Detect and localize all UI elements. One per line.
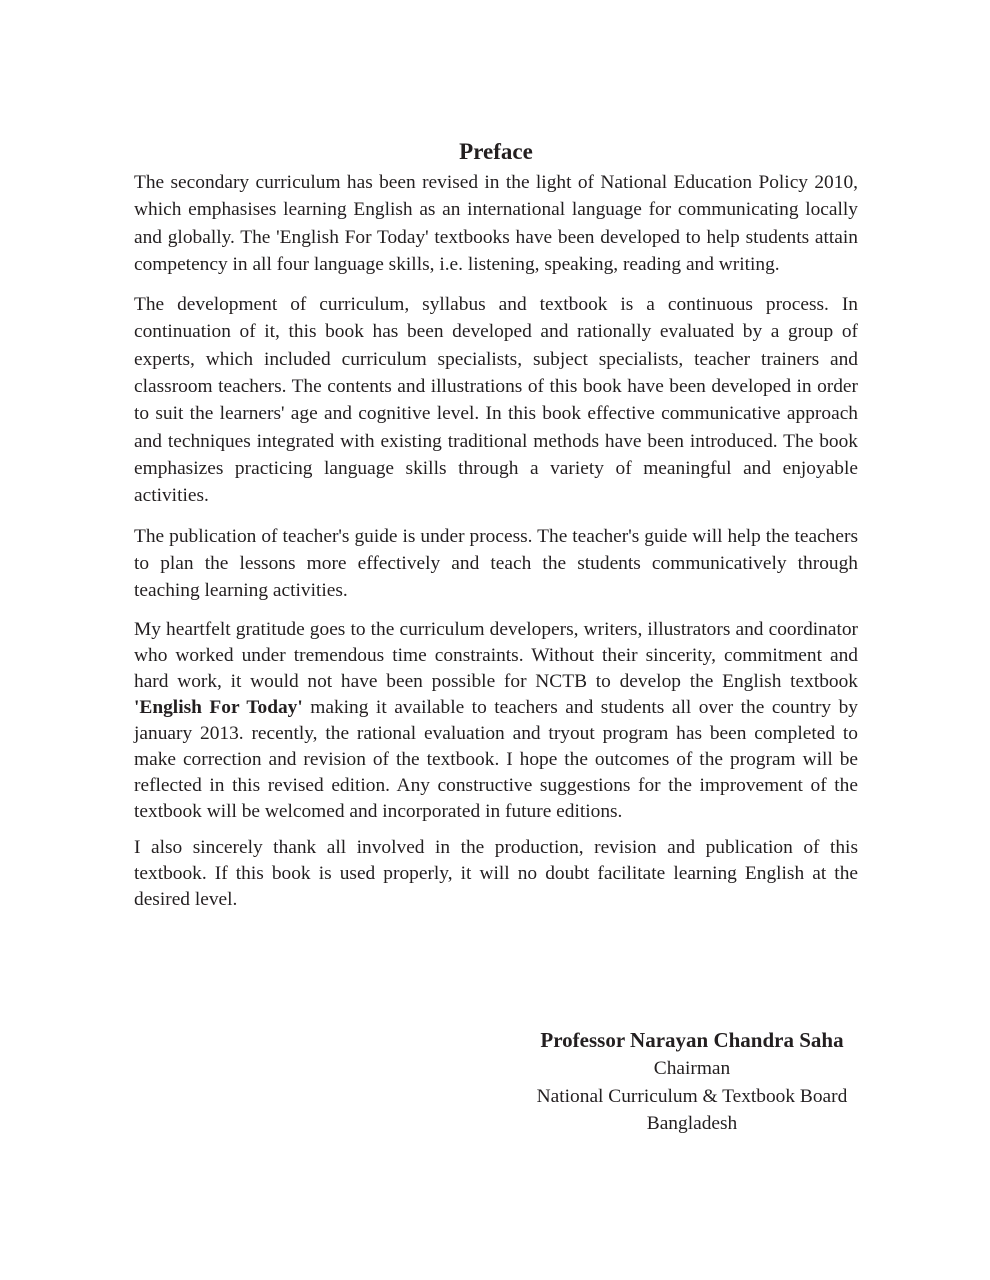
signature-block <box>520 1025 864 1138</box>
paragraph-3: The publication of teacher's guide is under process. The teacher's guide will help the teachers to plan the lessons more effectively and teach the students communicatively through teaching learning activities. <box>134 525 858 602</box>
signatory-role: Chairman <box>653 1058 731 1079</box>
signatory-name: Professor Narayan Chandra Saha <box>540 1028 844 1052</box>
paragraph-1: The secondary curriculum has been revised in the light of National Education Policy 2010, which emphasises learning English as an international language for communicating locally and globally. The 'English For Today' textbooks have been developed to help students attain competency in all four language skills, i.e. listening, speaking, reading and writing. <box>134 172 858 275</box>
preface-page <box>134 135 858 923</box>
signatory-organization: National Curriculum & Textbook Board <box>536 1085 848 1107</box>
paragraph-2: The development of curriculum, syllabus and textbook is a continuous process. In continuation of it, this book has been developed and rationally evaluated by a group of experts, which included curriculum specialists, subject specialists, teacher trainers and classroom teachers. The contents and illustrations of this book have been developed in order to suit the learners' age and cognitive level. In this book effective communicative approach and techniques integrated with existing traditional methods have been introduced. The book emphasizes practicing language skills through a variety of meaningful and enjoyable activities. <box>134 294 858 507</box>
paragraph-5: I also sincerely thank all involved in the production, revision and publication of this textbook. If this book is used properly, it will no doubt facilitate learning English at the desired level. <box>134 837 858 911</box>
paragraph-4 <box>134 617 858 825</box>
book-title-bold: 'English For Today' <box>134 697 303 719</box>
signatory-country: Bangladesh <box>646 1113 738 1134</box>
paragraph-4-text-start: My heartfelt gratitude goes to the curriculum developers, writers, illustrators and coordinator who worked under tremendous time constraints. Without their sincerity, commitment and hard work, it would not have been possible for NCTB to develop the English textbook <box>134 619 858 693</box>
page-title: Preface <box>459 139 533 164</box>
paragraph-4-text-end: making it available to teachers and students all over the country by january 2013. recently, the rational evaluation and tryout program has been completed to make correction and revision of the textbook. I hope the outcomes of the program will be reflected in this revised edition. Any constructive suggestions for the improvement of the textbook will be welcomed and incorporated in future editions. <box>134 697 858 823</box>
